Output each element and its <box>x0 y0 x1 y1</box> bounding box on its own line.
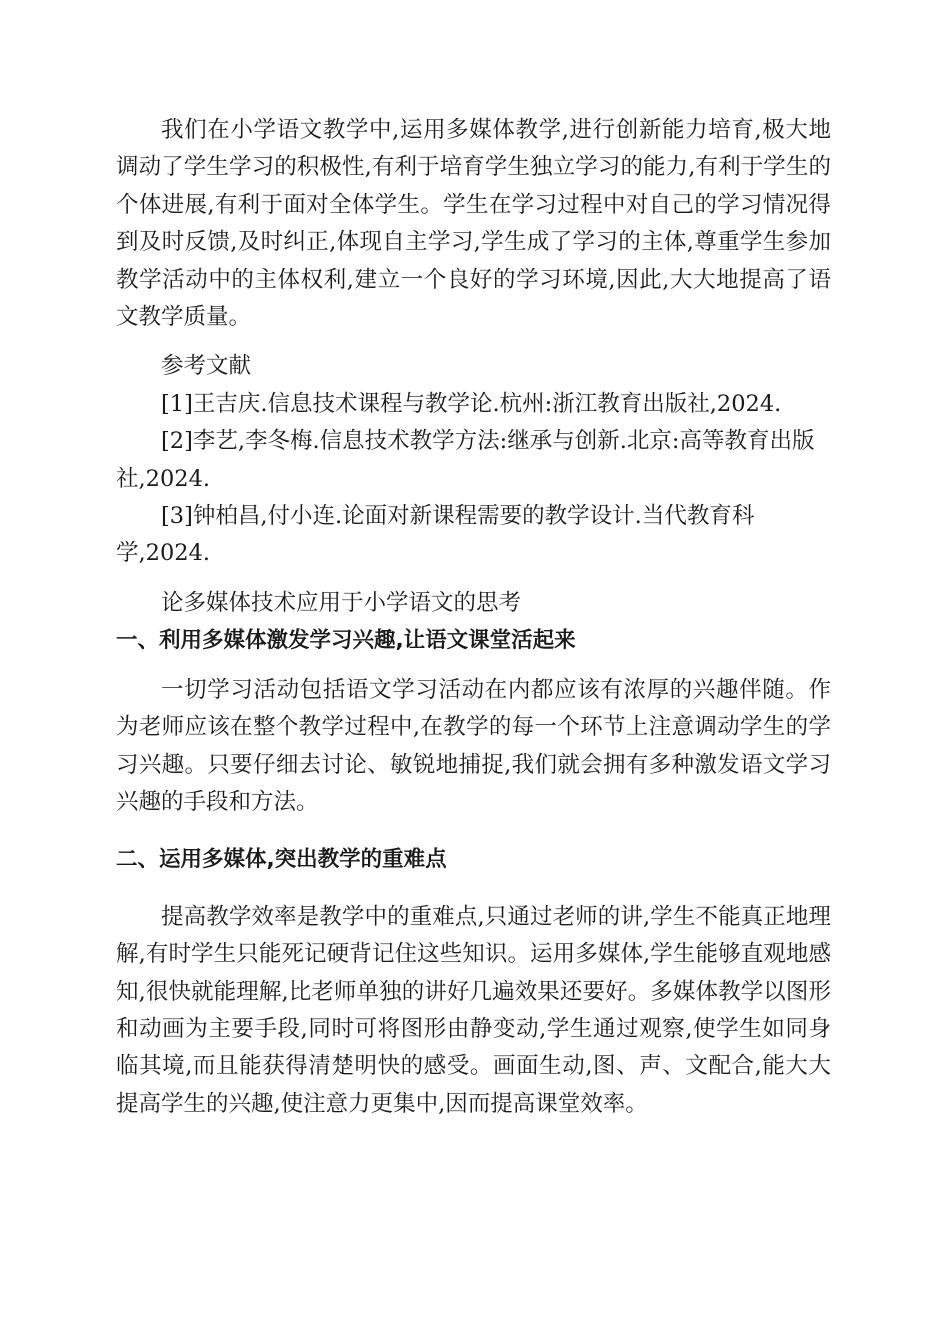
article-title: 论多媒体技术应用于小学语文的思考 <box>161 589 522 616</box>
intro-paragraph: 我们在小学语文教学中,运用多媒体教学,进行创新能力培育,极大地调动了学生学习的积极性,有利于培育学生独立学习的能力,有利于学生的个体进展,有利于面对全体学生。学生在学习过程中对自己的学习情况得到及时反馈,及时纠正,体现自主学习,学生成了学习的主体,尊重学生参加教学活动中的主体权利,建立一个良好的学习环境,因此,大大地提高了语文教学质量。 <box>116 117 831 331</box>
reference-item-3: [3]钟柏昌,付小连.论面对新课程需要的教学设计.当代教育科学,2024. <box>116 503 755 567</box>
section-body-1: 一切学习活动包括语文学习活动在内都应该有浓厚的兴趣伴随。作为老师应该在整个教学过程中,在教学的每一个环节上注意调动学生的学习兴趣。只要仔细去讨论、敏锐地捕捉,我们就会拥有多种激发语文学习兴趣的手段和方法。 <box>116 676 831 815</box>
section-heading-1: 一、利用多媒体激发学习兴趣,让语文课堂活起来 <box>116 628 576 654</box>
document-page <box>116 112 831 1123</box>
section-heading-2: 二、运用多媒体,突出教学的重难点 <box>116 847 447 873</box>
reference-item-2: [2]李艺,李冬梅.信息技术教学方法:继承与创新.北京:高等教育出版社,2024. <box>116 428 815 492</box>
references-title: 参考文献 <box>161 353 252 380</box>
reference-item-1: [1]王吉庆.信息技术课程与教学论.杭州:浙江教育出版社,2024. <box>161 390 782 417</box>
section-body-2: 提高教学效率是教学中的重难点,只通过老师的讲,学生不能真正地理解,有时学生只能死记硬背记住这些知识。运用多媒体,学生能够直观地感知,很快就能理解,比老师单独的讲好几遍效果还要好。多媒体教学以图形和动画为主要手段,同时可将图形由静变动,学生通过观察,使学生如同身临其境,而且能获得清楚明快的感受。画面生动,图、声、文配合,能大大提高学生的兴趣,使注意力更集中,因而提高课堂效率。 <box>116 903 831 1117</box>
